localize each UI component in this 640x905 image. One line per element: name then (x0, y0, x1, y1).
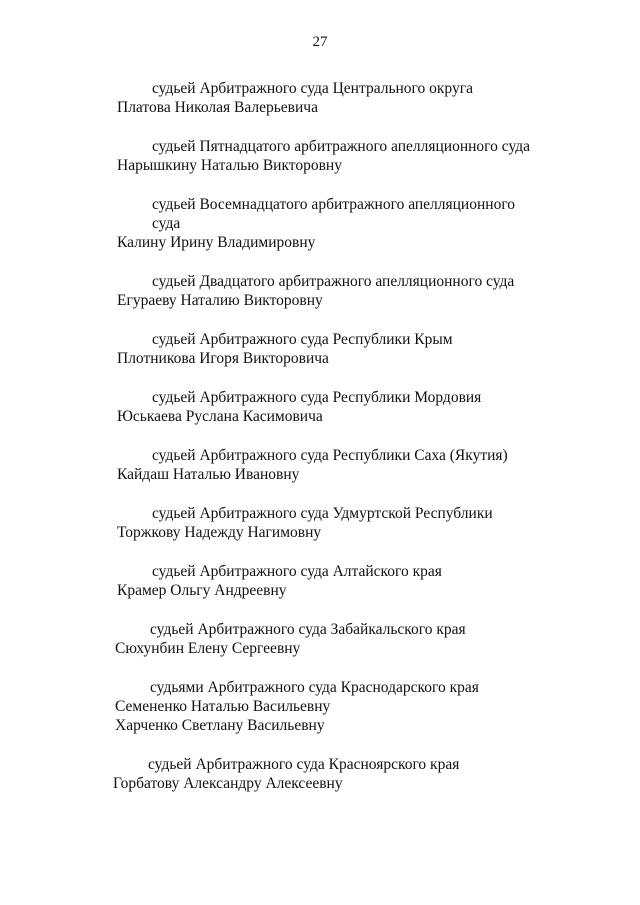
entry-name: Нарышкину Наталью Викторовну (117, 157, 342, 174)
entry-title: судьей Арбитражного суда Красноярского края (148, 756, 460, 773)
entry-title: судьей Двадцатого арбитражного апелляционного суда (152, 273, 515, 290)
entry-title-continuation: суда (152, 215, 181, 232)
entry-name: Торжкову Надежду Нагимовну (117, 524, 322, 541)
entry-title: судьями Арбитражного суда Краснодарского края (150, 679, 479, 696)
entry-name: Харченко Светлану Васильевну (115, 717, 325, 734)
entry-name: Сюхунбин Елену Сергеевну (115, 640, 301, 657)
entry-title: судьей Арбитражного суда Республики Саха (Якутия) (152, 447, 508, 464)
entry-title: судьей Арбитражного суда Алтайского края (152, 563, 442, 580)
entry-title: судьей Арбитражного суда Центрального округа (152, 80, 473, 97)
entry-name: Крамер Ольгу Андреевну (117, 582, 287, 599)
entry-name: Кайдаш Наталью Ивановну (117, 466, 300, 483)
page-number: 27 (312, 34, 328, 50)
entry-name: Калину Ирину Владимировну (117, 234, 316, 251)
entry-title: судьей Арбитражного суда Удмуртской Республики (152, 505, 493, 522)
entry-name: Юськаева Руслана Касимовича (117, 408, 323, 425)
entry-name: Плотникова Игоря Викторовича (117, 350, 329, 367)
entry-title: судьей Пятнадцатого арбитражного апелляционного суда (152, 138, 530, 155)
entry-name: Егураеву Наталию Викторовну (117, 292, 323, 309)
entry-name: Платова Николая Валерьевича (117, 99, 318, 116)
entry-name: Семененко Наталью Васильевну (115, 698, 331, 715)
entry-title: судьей Арбитражного суда Республики Крым (152, 331, 453, 348)
entry-title: судьей Арбитражного суда Забайкальского края (150, 621, 466, 638)
entry-name: Горбатову Александру Алексеевну (113, 775, 343, 792)
entry-title: судьей Арбитражного суда Республики Мордовия (152, 389, 482, 406)
entry-title: судьей Восемнадцатого арбитражного апелляционного (152, 196, 516, 213)
